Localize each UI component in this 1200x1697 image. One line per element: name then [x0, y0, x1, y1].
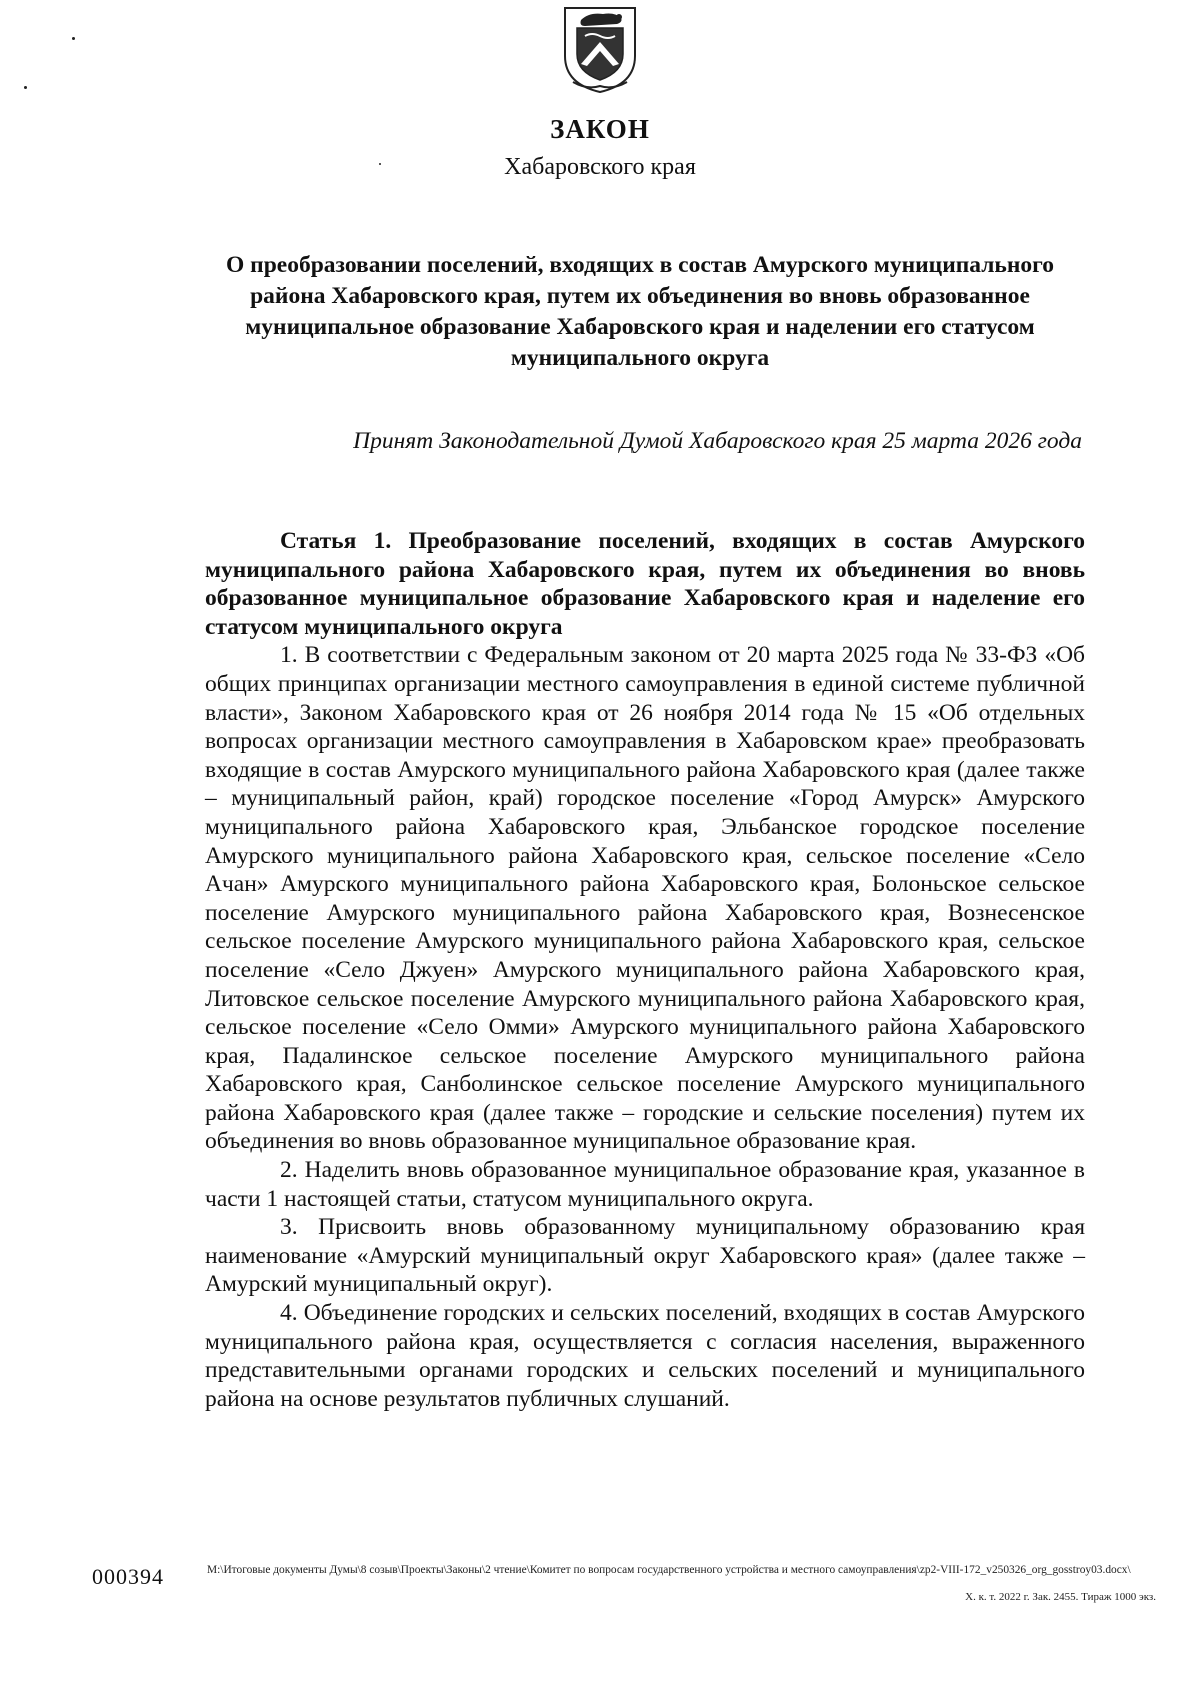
- file-path: M:\Итоговые документы Думы\8 созыв\Проекты\Законы\2 чтение\Комитет по вопросам государственного устройства и местного самоуправления\zp2-VIII-172_v250326_org_gosstroy03.docx\: [207, 1564, 1131, 1576]
- article-paragraph: 3. Присвоить вновь образованному муниципальному образованию края наименование «Амурский муниципальный округ Хабаровского края» (далее также – Амурский муниципальный округ).: [205, 1214, 1085, 1298]
- article-paragraph: 4. Объединение городских и сельских поселений, входящих в состав Амурского муниципального района края, осуществляется с согласия населения, выраженного представительными органами городских и сельских поселений и муниципального района на основе результатов публичных слушаний.: [205, 1300, 1085, 1412]
- article-heading: Статья 1. Преобразование поселений, входящих в состав Амурского муниципального района Хабаровского края, путем их объединения во вновь образованное муниципальное образование Хабаровского края и наделение его статусом муниципального округа: [205, 528, 1085, 640]
- region-name: Хабаровского края: [504, 154, 696, 180]
- scan-speck: [24, 86, 27, 89]
- adoption-note: Принят Законодательной Думой Хабаровского края 25 марта 2026 года: [353, 428, 1082, 454]
- law-title: О преобразовании поселений, входящих в состав Амурского муниципального района Хабаровского края, путем их объединения во вновь образованное муниципальное образование Хабаровского края и наделении его статусом муниципального округа: [226, 252, 1054, 371]
- document-code: 000394: [92, 1564, 164, 1589]
- document-type: ЗАКОН: [550, 114, 650, 144]
- coat-of-arms-icon: [559, 6, 641, 94]
- print-info: Х. к. т. 2022 г. Зак. 2455. Тираж 1000 экз.: [965, 1591, 1156, 1603]
- article-body: [205, 527, 1085, 1413]
- scan-speck: [72, 37, 75, 40]
- article-paragraph: 2. Наделить вновь образованное муниципальное образование края, указанное в части 1 настоящей статьи, статусом муниципального округа.: [205, 1157, 1085, 1212]
- article-paragraph: 1. В соответствии с Федеральным законом от 20 марта 2025 года № 33-ФЗ «Об общих принципах организации местного самоуправления в единой системе публичной власти», Законом Хабаровского края от 26 ноября 2014 года № 15 «Об отдельных вопросах организации местного самоуправления в Хабаровском крае» преобразовать входящие в состав Амурского муниципального района Хабаровского края (далее также – муниципальный район, край) городское поселение «Город Амурск» Амурского муниципального района Хабаровского края, Эльбанское городское поселение Амурского муниципального района Хабаровского края, сельское поселение «Село Ачан» Амурского муниципального района Хабаровского края, Болоньское сельское поселение Амурского муниципального района Хабаровского края, Вознесенское сельское поселение Амурского муниципального района Хабаровского края, сельское поселение «Село Джуен» Амурского муниципального района Хабаровского края, Литовское сельское поселение Амурского муниципального района Хабаровского края, сельское поселение «Село Омми» Амурского муниципального района Хабаровского края, Падалинское сельское поселение Амурского муниципального района Хабаровского края, Санболинское сельское поселение Амурского муниципального района Хабаровского края (далее также – городские и сельские поселения) путем их объединения во вновь образованное муниципальное образование края.: [205, 642, 1085, 1155]
